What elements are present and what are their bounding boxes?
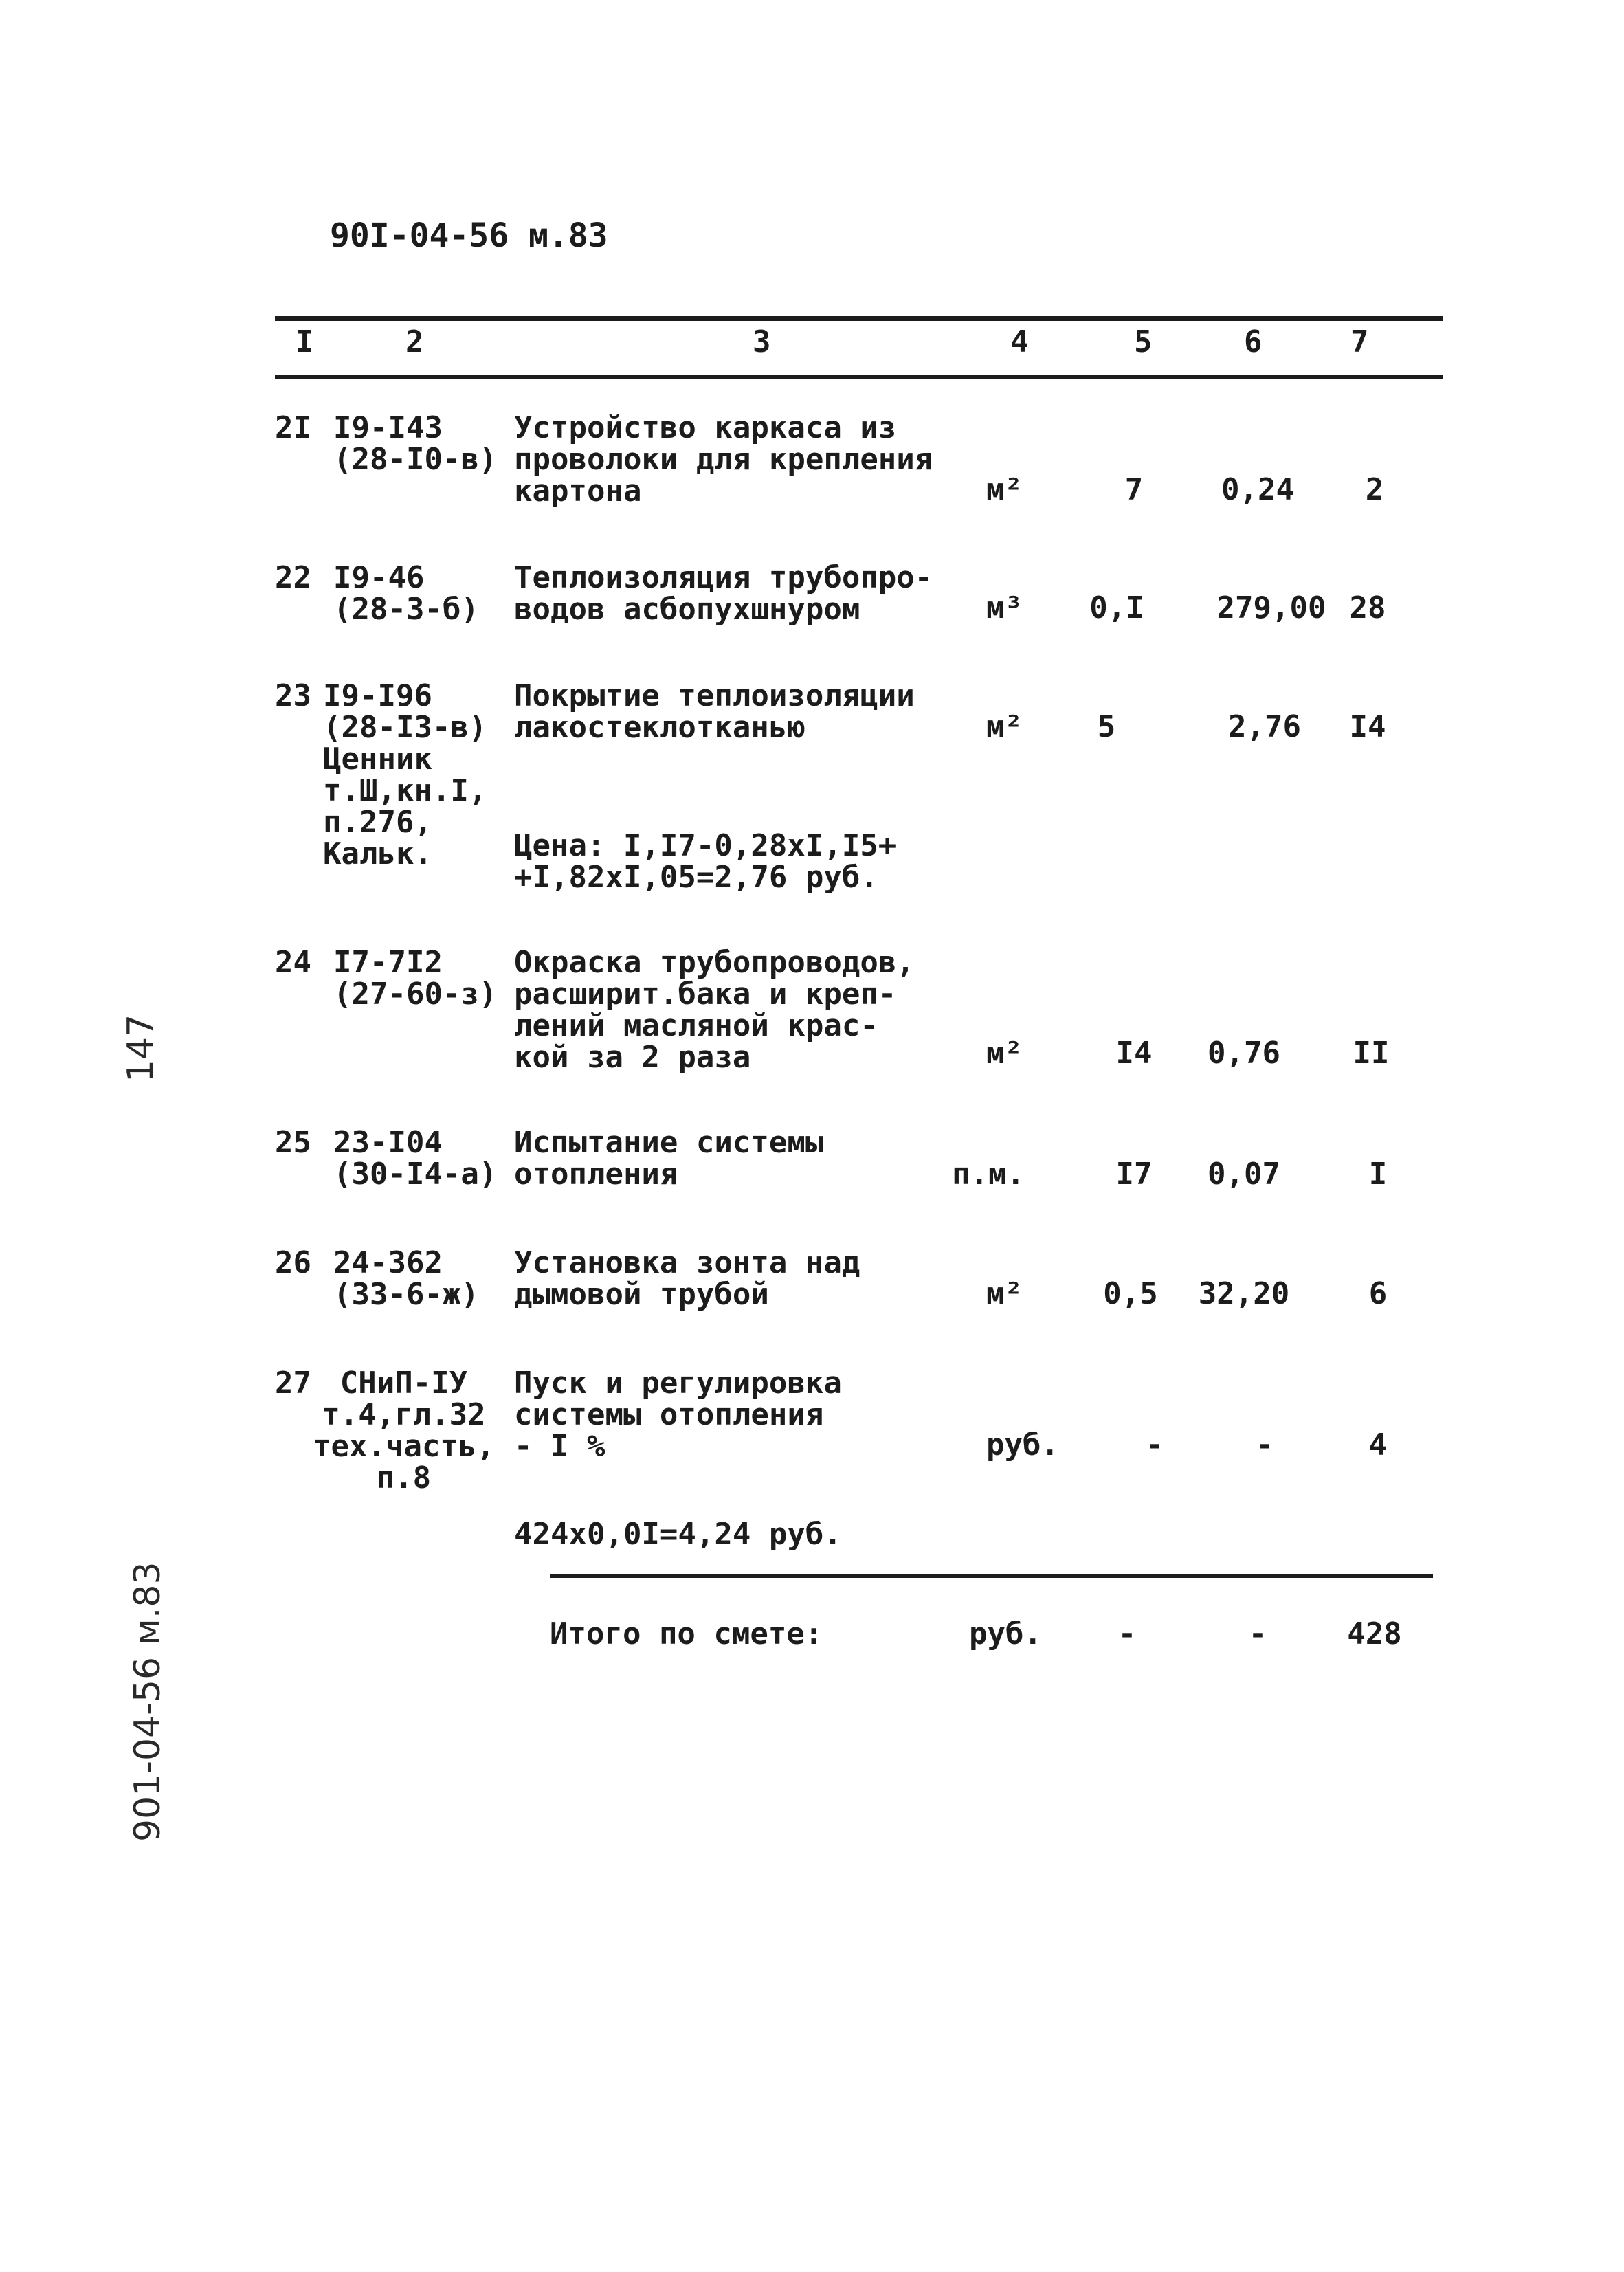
row-description: Устройство каркаса из проволоки для крепления картона [514,410,933,509]
col-header-5: 5 [1134,324,1153,359]
total-quantity: - [1117,1616,1137,1651]
row-total: II [1353,1036,1390,1071]
row-price: 0,07 [1208,1157,1280,1192]
row-total: 6 [1368,1276,1388,1311]
row-description: Пуск и регулировка системы отопления - I % [514,1366,842,1464]
row-number: 2I [275,410,311,445]
row-description: Окраска трубопроводов, расширит.бака и креп- лений масляной крас- кой за 2 раза [514,945,915,1075]
total-price: - [1248,1616,1267,1651]
row-number: 27 [275,1366,311,1401]
row-total: 2 [1365,472,1384,507]
row-unit: руб. [986,1427,1059,1462]
col-header-1: I [296,324,314,359]
row-quantity: - [1145,1427,1164,1462]
row-description: Покрытие теплоизоляции лакостеклотканью [514,678,915,745]
row-price: 0,76 [1208,1036,1280,1071]
row-number: 22 [275,560,311,595]
document-code: 90I-04-56 м.83 [330,216,608,255]
row-note: 424x0,0I=4,24 руб. [514,1517,842,1552]
row-price: 2,76 [1228,709,1301,744]
row-number: 23 [275,678,311,713]
row-unit: м² [986,1276,1023,1311]
row-quantity: I7 [1115,1157,1153,1192]
row-description: Установка зонта над дымовой трубой [514,1245,860,1312]
row-unit: п.м. [952,1157,1025,1192]
row-description: Испытание системы отопления [514,1125,824,1192]
row-unit: м² [986,709,1023,744]
row-code: I7-7I2 (27-60-з) [333,945,498,1012]
row-unit: м² [986,472,1023,507]
total-rule [550,1574,1433,1578]
col-header-4: 4 [1010,324,1029,359]
row-quantity: I4 [1115,1036,1153,1071]
table-header-rule [275,375,1443,379]
row-code: I9-46 (28-3-б) [333,560,479,627]
row-unit: м³ [986,590,1023,625]
row-code: I9-I96 (28-I3-в) Ценник т.Ш,кн.I, п.276, Кальк. [323,678,487,871]
row-total: 4 [1368,1427,1388,1462]
row-price: 279,00 [1216,590,1326,625]
total-label: Итого по смете: [550,1616,823,1651]
row-number: 26 [275,1245,311,1280]
row-code: СНиП-IУ т.4,гл.32 тех.часть, п.8 [313,1366,495,1495]
col-header-6: 6 [1244,324,1263,359]
row-total: I [1368,1157,1388,1192]
row-code: I9-I43 (28-I0-в) [333,410,498,477]
row-price: - [1255,1427,1274,1462]
row-quantity: 0,I [1089,590,1144,625]
row-description: Теплоизоляция трубопро- водов асбопухшнуром [514,560,933,627]
row-quantity: 0,5 [1103,1276,1158,1311]
col-header-2: 2 [405,324,424,359]
row-number: 25 [275,1125,311,1160]
row-code: 23-I04 (30-I4-а) [333,1125,498,1192]
row-total: I4 [1349,709,1386,744]
col-header-3: 3 [753,324,771,359]
table-top-rule [275,316,1443,321]
row-code: 24-362 (33-6-ж) [333,1245,479,1312]
row-total: 28 [1349,590,1386,625]
side-document-code [127,1561,168,1842]
row-price: 0,24 [1221,472,1294,507]
row-quantity: 5 [1097,709,1116,744]
row-price: 32,20 [1198,1276,1290,1311]
side-code-bottom: 901-04-56 м.83 [127,1561,168,1842]
total-unit: руб. [969,1616,1042,1651]
row-note: Цена: I,I7-0,28xI,I5+ +I,82xI,05=2,76 руб. [514,828,897,895]
col-header-7: 7 [1350,324,1369,359]
total-value: 428 [1347,1616,1402,1651]
row-unit: м² [986,1036,1023,1071]
row-quantity: 7 [1124,472,1144,507]
side-page-number: 147 [120,1014,162,1082]
row-number: 24 [275,945,311,980]
